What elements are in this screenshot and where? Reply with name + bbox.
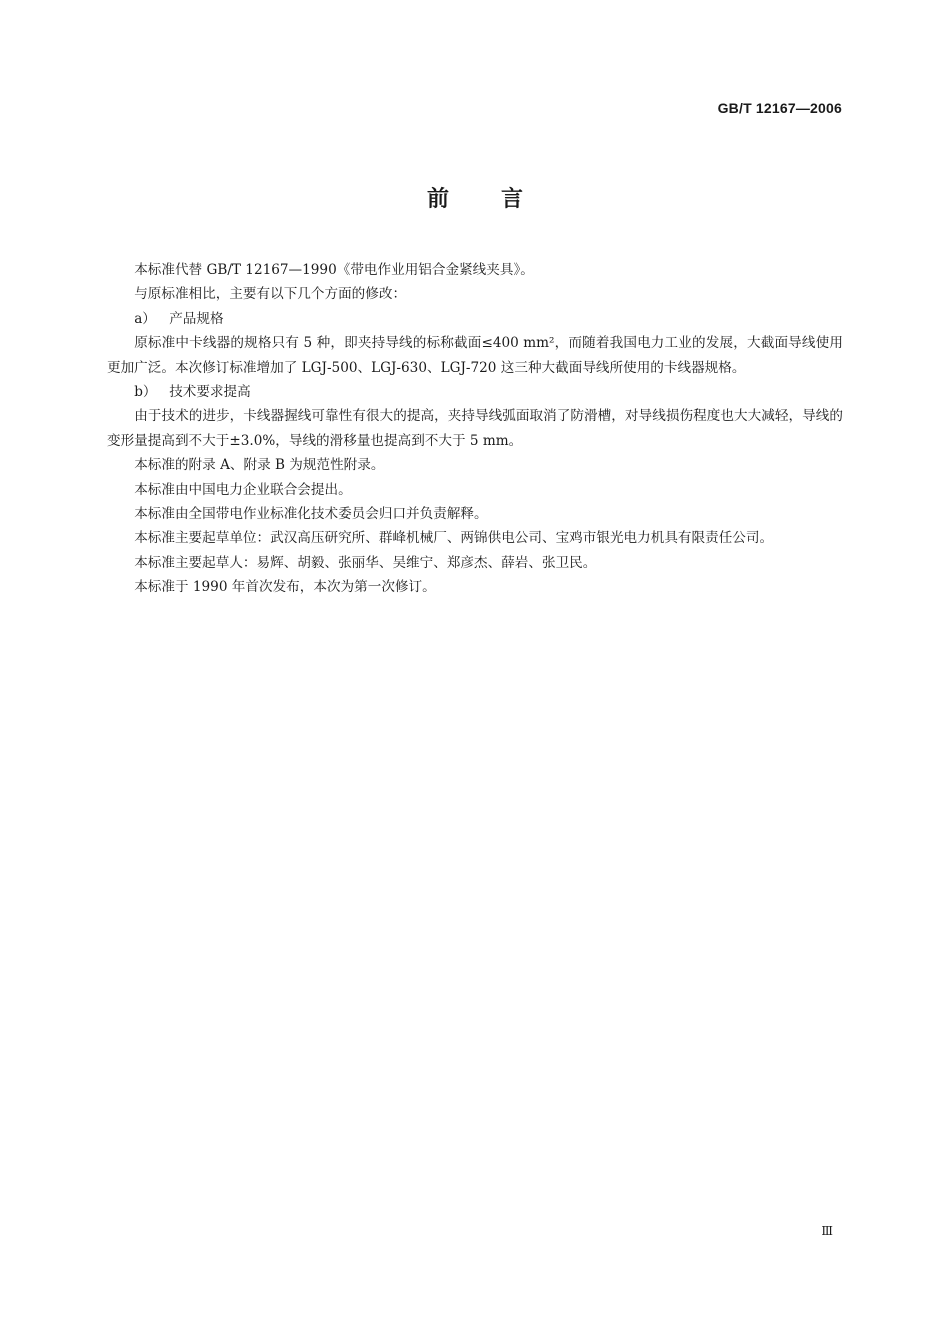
foreword-body <box>107 258 843 600</box>
paragraph-product-spec: 原标准中卡线器的规格只有 5 种，即夹持导线的标称截面≤400 mm²，而随着我国电力工业的发展，大截面导线使用更加广泛。本次修订标准增加了 LGJ-500、LGJ-630、LGJ-720 这三种大截面导线所使用的卡线器规格。 <box>107 335 843 376</box>
paragraph-responsible-committee: 本标准由全国带电作业标准化技术委员会归口并负责解释。 <box>134 506 488 523</box>
paragraph-drafting-units: 本标准主要起草单位：武汉高压研究所、群峰机械厂、两锦供电公司、宝鸡市银光电力机具有限责任公司。 <box>134 530 774 547</box>
list-item-b-label: b） <box>134 384 157 401</box>
list-item-a-label: a） <box>134 310 156 327</box>
paragraph-proposer: 本标准由中国电力企业联合会提出。 <box>134 481 352 498</box>
standard-number: GB/T 12167—2006 <box>717 100 842 116</box>
paragraph-replacement: 本标准代替 GB/T 12167—1990《带电作业用铝合金紧线夹具》。 <box>134 262 534 278</box>
list-item-a-text: 产品规格 <box>169 310 224 327</box>
list-item-b-text: 技术要求提高 <box>169 384 251 401</box>
paragraph-annexes: 本标准的附录 A、附录 B 为规范性附录。 <box>134 457 385 474</box>
page-number: Ⅲ <box>821 1224 833 1238</box>
paragraph-changes-intro: 与原标准相比，主要有以下几个方面的修改： <box>134 286 407 303</box>
page-title: 前言 <box>426 187 575 212</box>
list-item-b <box>107 380 843 404</box>
paragraph-drafters: 本标准主要起草人：易辉、胡毅、张丽华、吴维宁、郑彦杰、薛岩、张卫民。 <box>134 554 597 571</box>
paragraph-history: 本标准于 1990 年首次发布，本次为第一次修订。 <box>134 579 436 596</box>
list-item-a <box>107 307 843 331</box>
paragraph-technical-requirements: 由于技术的进步，卡线器握线可靠性有很大的提高，夹持导线弧面取消了防滑槽，对导线损伤程度也大大减轻，导线的变形量提高到不大于±3.0%，导线的滑移量也提高到不大于 5 mm。 <box>107 408 843 449</box>
